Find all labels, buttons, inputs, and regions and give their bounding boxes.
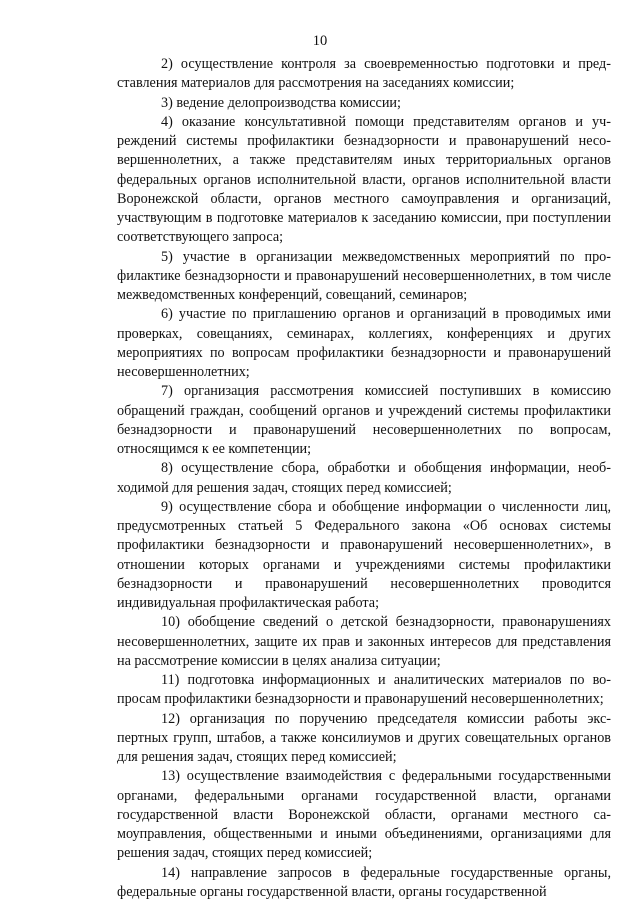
paragraph-item-14: 14) направление запросов в федеральные государственные органы, федеральные органы государственной власти, органы государственной (117, 864, 611, 900)
paragraph-item-8: 8) осуществление сбора, обработки и обобщения информации, необходимой для решения задач, стоящих перед комиссией; (117, 460, 611, 496)
paragraph-item-2: 2) осуществление контроля за своевременностью подготовки и представления материалов для рассмотрения на заседаниях комиссии; (117, 56, 611, 92)
paragraph-item-10: 10) обобщение сведений о детской безнадзорности, правонарушениях несовершеннолетних, защите их прав и законных интересов для представления на рассмотрение комиссии в целях анализа ситуации; (117, 614, 611, 669)
page-number: 10 (312, 33, 328, 49)
paragraph-item-11: 11) подготовка информационных и аналитических материалов по вопросам профилактики безнадзорности и правонарушений несовершеннолетних; (117, 672, 611, 708)
paragraph-item-5: 5) участие в организации межведомственных мероприятий по профилактике безнадзорности и правонарушений несовершеннолетних, в том числе межведомственных конференций, совещаний, семинаров; (117, 248, 611, 303)
paragraph-item-9: 9) осуществление сбора и обобщение информации о численности лиц, предусмотренных статьей 5 Федерального закона «Об основах системы профилактики безнадзорности и правонарушений несовершеннолетних», в отношении которых органами и учреждениями системы профилактики безнадзорности и правонарушений несовершеннолетних проводится индивидуальная профилактическая работа; (117, 498, 611, 611)
paragraph-item-12: 12) организация по поручению председателя комиссии работы экспертных групп, штабов, а также консилиумов и других совещательных органов для решения задач, стоящих перед комиссией; (117, 710, 611, 765)
document-body (117, 55, 611, 902)
paragraph-item-4: 4) оказание консультативной помощи представителям органов и учреждений системы профилактики безнадзорности и правонарушений несовершеннолетних, а также представителям иных территориальных органов федеральных органов исполнительной власти, органов исполнительной власти Воронежской области, органов местного самоуправления и организаций, участвующим в подготовке материалов к заседанию комиссии, при поступлении соответствующего запроса; (117, 113, 611, 246)
paragraph-item-3: 3) ведение делопроизводства комиссии; (161, 94, 401, 111)
paragraph-item-6: 6) участие по приглашению органов и организаций в проводимых ими проверках, совещаниях, семинарах, коллегиях, конференциях и других мероприятиях по вопросам профилактики безнадзорности и правонарушений несовершеннолетних; (117, 306, 611, 380)
paragraph-item-7: 7) организация рассмотрения комиссией поступивших в комиссию обращений граждан, сообщений органов и учреждений системы профилактики безнадзорности и правонарушений несовершеннолетних по вопросам, относящимся к ее компетенции; (117, 383, 611, 457)
paragraph-item-13: 13) осуществление взаимодействия с федеральными государственными органами, федеральными органами государственной власти, органами государственной власти Воронежской области, органами местного самоуправления, общественными и иными объединениями, организациями для решения задач, стоящих перед комиссией; (117, 768, 611, 862)
